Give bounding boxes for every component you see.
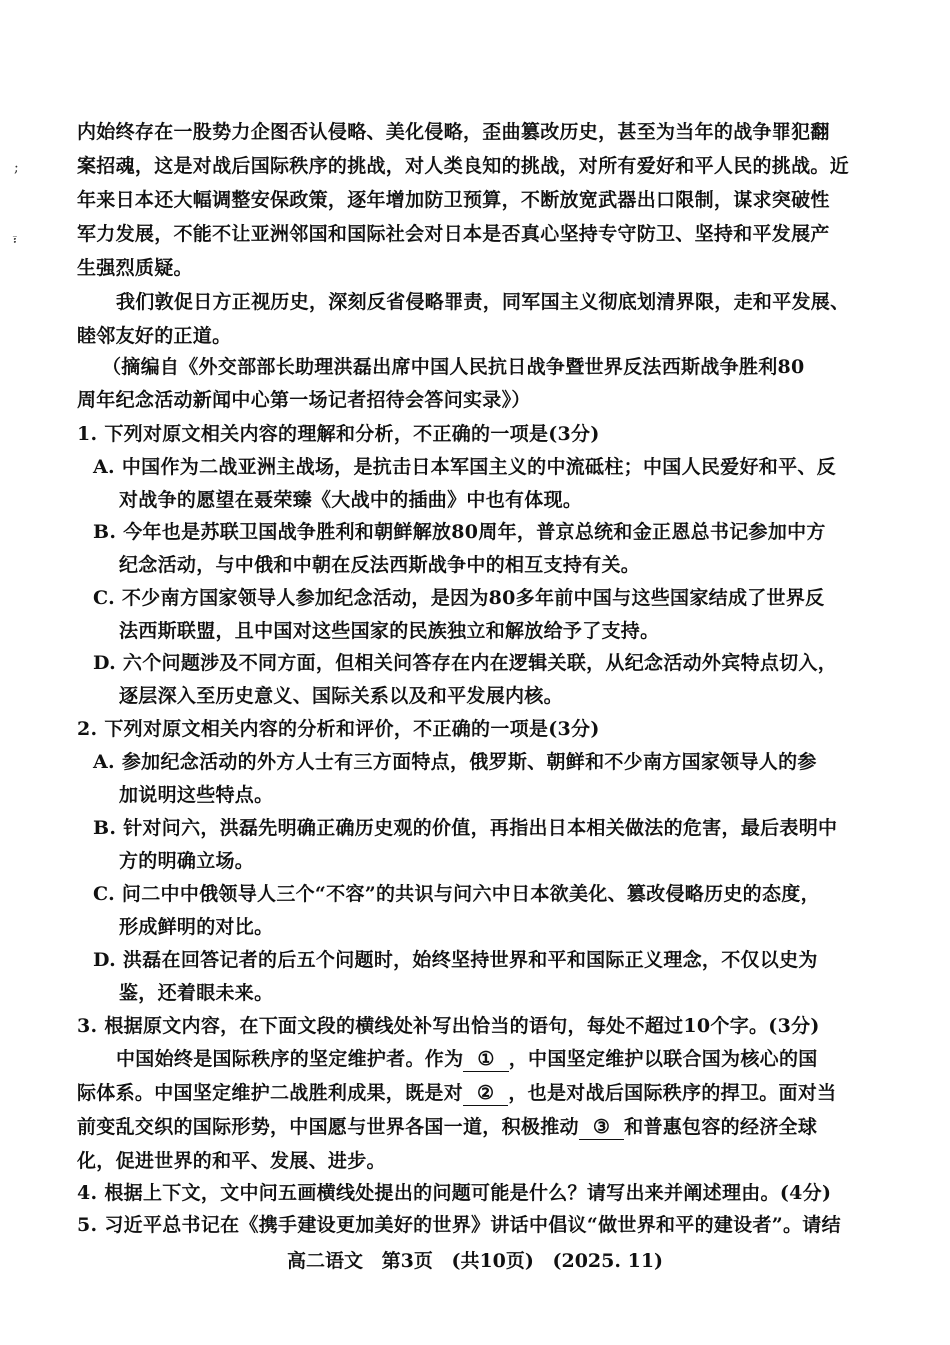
option-a: A. 参加纪念活动的外方人士有三方面特点，俄罗斯、朝鲜和不少南方国家领导人的参 xyxy=(93,751,817,773)
question-stem: 3. 根据原文内容，在下面文段的横线处补写出恰当的语句，每处不超过10个字。(3分) xyxy=(77,1015,820,1037)
option-b: B. 今年也是苏联卫国战争胜利和朝鲜解放80周年，普京总统和金正恩总书记参加中方 xyxy=(93,521,826,543)
option-a: A. 中国作为二战亚洲主战场，是抗击日本军国主义的中流砥柱；中国人民爱好和平、反 xyxy=(93,456,836,478)
margin-mark: ; xyxy=(14,160,19,176)
fill-blank-line xyxy=(77,1112,817,1142)
answer-blank-2[interactable]: ② xyxy=(463,1081,508,1106)
fill-text: ，中国坚定维护以联合国为核心的国 xyxy=(508,1048,818,1070)
option-b: 纪念活动，与中俄和中朝在反法西斯战争中的相互支持有关。 xyxy=(119,554,641,576)
question-stem: 4. 根据上下文，文中问五画横线处提出的问题可能是什么？请写出来并阐述理由。(4分) xyxy=(77,1182,832,1204)
fill-text: 和普惠包容的经济全球 xyxy=(624,1116,818,1138)
option-d: 逐层深入至历史意义、国际关系以及和平发展内核。 xyxy=(119,685,563,707)
option-b: 方的明确立场。 xyxy=(119,850,255,872)
passage-line: 我们敦促日方正视历史，深刻反省侵略罪责，同军国主义彻底划清界限，走和平发展、 xyxy=(116,291,850,313)
passage-line: 案招魂，这是对战后国际秩序的挑战，对人类良知的挑战，对所有爱好和平人民的挑战。近 xyxy=(77,155,850,177)
question-stem: 2. 下列对原文相关内容的分析和评价，不正确的一项是(3分) xyxy=(77,718,600,740)
footer-page-number: 第3页 xyxy=(381,1250,433,1272)
fill-text: 中国始终是国际秩序的坚定维护者。作为 xyxy=(116,1048,464,1070)
fill-text: 前变乱交织的国际形势，中国愿与世界各国一道，积极推动 xyxy=(77,1116,579,1138)
footer-date: (2025. 11) xyxy=(552,1250,664,1272)
passage-line: 军力发展，不能不让亚洲邻国和国际社会对日本是否真心坚持专守防卫、坚持和平发展产 xyxy=(77,223,830,245)
option-c: C. 问二中中俄领导人三个“不容”的共识与问六中日本欲美化、篡改侵略历史的态度， xyxy=(93,883,820,905)
passage-line: 年来日本还大幅调整安保政策，逐年增加防卫预算，不断放宽武器出口限制，谋求突破性 xyxy=(77,189,830,211)
passage-line: 生强烈质疑。 xyxy=(77,257,193,279)
option-a: 对战争的愿望在聂荣臻《大战中的插曲》中也有体现。 xyxy=(119,489,583,511)
option-c: 形成鲜明的对比。 xyxy=(119,916,274,938)
passage-line: 睦邻友好的正道。 xyxy=(77,325,232,347)
fill-text: ，也是对战后国际秩序的捍卫。面对当 xyxy=(508,1082,837,1104)
source-citation: 周年纪念活动新闻中心第一场记者招待会答问实录》） xyxy=(77,389,531,411)
question-stem: 5. 习近平总书记在《携手建设更加美好的世界》讲话中倡议“做世界和平的建设者”。请结 xyxy=(77,1214,841,1236)
answer-blank-1[interactable]: ① xyxy=(463,1047,508,1072)
option-b: B. 针对问六，洪磊先明确正确历史观的价值，再指出日本相关做法的危害，最后表明中 xyxy=(93,817,838,839)
option-d: D. 洪磊在回答记者的后五个问题时，始终坚持世界和平和国际正义理念，不仅以史为 xyxy=(93,949,818,971)
margin-mark: ፣ xyxy=(12,232,18,248)
answer-blank-3[interactable]: ③ xyxy=(579,1115,624,1140)
fill-blank-line: 化，促进世界的和平、发展、进步。 xyxy=(77,1150,386,1172)
footer-subject: 高二语文 xyxy=(286,1250,363,1272)
passage-line: 内始终存在一股势力企图否认侵略、美化侵略，歪曲篡改历史，甚至为当年的战争罪犯翻 xyxy=(77,121,830,143)
option-a: 加说明这些特点。 xyxy=(119,784,274,806)
page-footer xyxy=(0,1246,950,1273)
option-d: D. 六个问题涉及不同方面，但相关问答存在内在逻辑关联，从纪念活动外宾特点切入， xyxy=(93,652,838,674)
option-c: C. 不少南方国家领导人参加纪念活动，是因为80多年前中国与这些国家结成了世界反 xyxy=(93,587,825,609)
fill-blank-line xyxy=(116,1044,818,1074)
footer-total-pages: (共10页) xyxy=(451,1250,534,1272)
source-citation: （摘编自《外交部部长助理洪磊出席中国人民抗日战争暨世界反法西斯战争胜利80 xyxy=(102,356,805,378)
fill-text: 际体系。中国坚定维护二战胜利成果，既是对 xyxy=(77,1082,464,1104)
option-c: 法西斯联盟，且中国对这些国家的民族独立和解放给予了支持。 xyxy=(119,620,660,642)
question-stem: 1. 下列对原文相关内容的理解和分析，不正确的一项是(3分) xyxy=(77,423,600,445)
option-d: 鉴，还着眼未来。 xyxy=(119,982,274,1004)
fill-blank-line xyxy=(77,1078,836,1108)
